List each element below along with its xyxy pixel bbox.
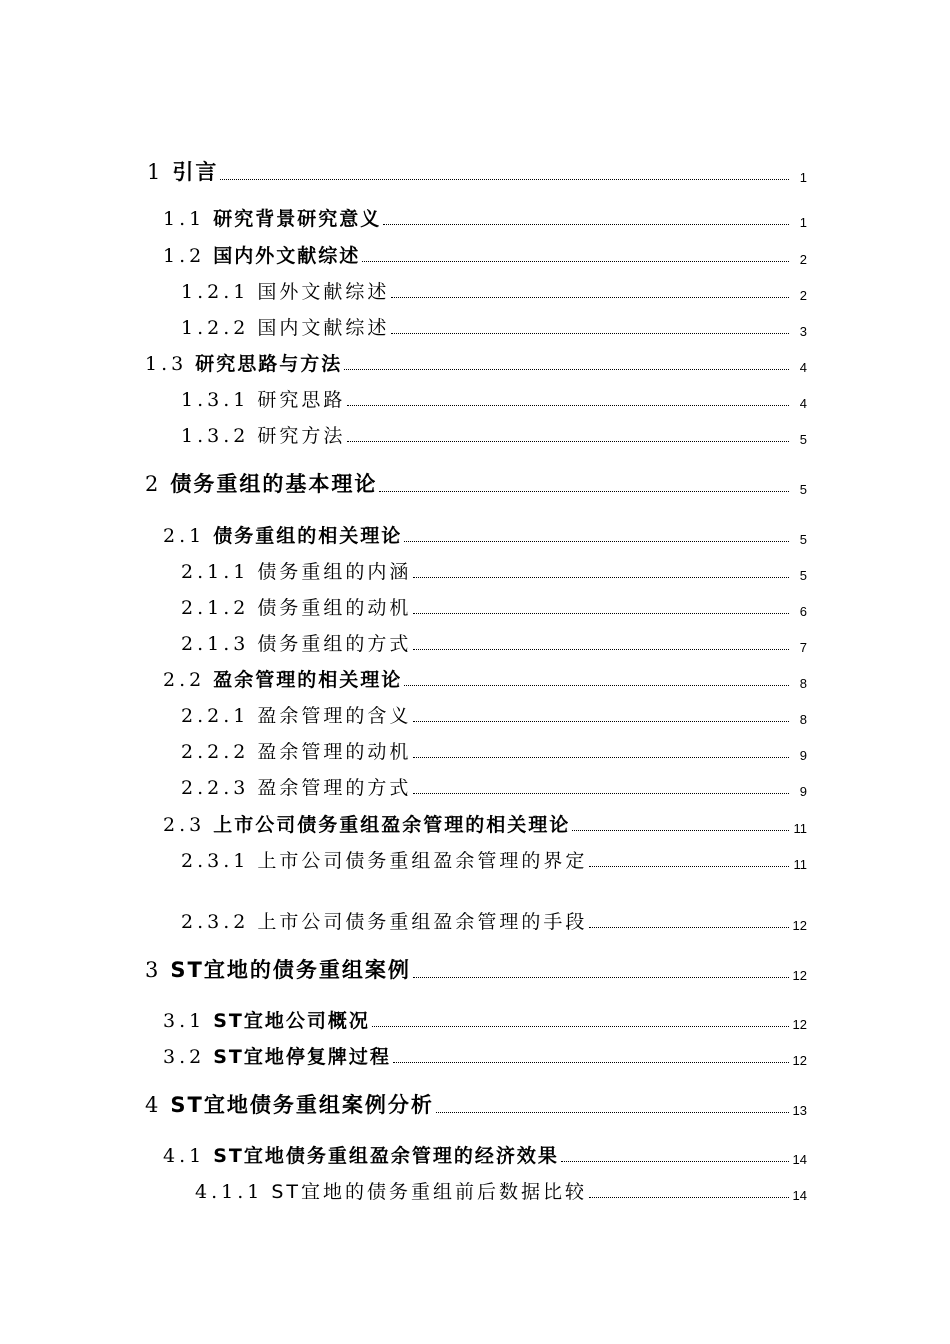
toc-entry-page-number: 11	[793, 821, 807, 836]
toc-entry[interactable]	[181, 700, 807, 728]
toc-entry-number: 2.2.1	[181, 705, 250, 727]
toc-entry-page-number: 9	[799, 748, 807, 763]
toc-entry-title: 国内外文献综述	[213, 245, 361, 267]
toc-entry[interactable]	[181, 736, 807, 764]
toc-entry-label	[163, 1042, 391, 1069]
toc-entry-label	[181, 313, 389, 340]
dot-leader	[347, 441, 789, 442]
toc-entry-label	[181, 773, 411, 800]
toc-entry-page-number: 14	[792, 1152, 807, 1167]
toc-entry-title: 债务重组的相关理论	[213, 525, 403, 547]
toc-entry-label	[163, 810, 570, 837]
toc-entry-page-number: 14	[792, 1188, 807, 1203]
toc-entry-label	[181, 846, 587, 873]
toc-entry-page-number: 12	[792, 968, 807, 983]
toc-entry-number: 3.1	[163, 1010, 206, 1032]
dot-leader	[413, 649, 789, 650]
toc-entry[interactable]	[181, 592, 807, 620]
toc-entry-page-number: 1	[799, 215, 807, 230]
dot-leader	[413, 577, 789, 578]
toc-entry-label	[147, 156, 218, 186]
toc-entry-number: 2.3	[163, 814, 206, 836]
toc-entry-page-number: 13	[792, 1103, 807, 1118]
toc-entry-title: 债务重组的动机	[257, 597, 412, 619]
toc-entry-number: 1.2.1	[181, 281, 250, 303]
toc-entry-number: 2.2.3	[181, 777, 250, 799]
toc-entry-title: 研究方法	[257, 425, 346, 447]
dot-leader	[404, 541, 789, 542]
toc-entry-number: 3.2	[163, 1046, 206, 1068]
toc-entry-label	[181, 629, 411, 656]
toc-entry[interactable]	[145, 1091, 807, 1119]
toc-entry-page-number: 12	[792, 1053, 807, 1068]
toc-entry-page-number: 7	[799, 640, 807, 655]
dot-leader	[383, 224, 789, 225]
toc-entry-page-number: 5	[799, 532, 807, 547]
toc-entry-title: 上市公司债务重组盈余管理的手段	[257, 911, 588, 933]
toc-entry-label	[145, 468, 377, 498]
toc-entry[interactable]	[181, 556, 807, 584]
toc-entry-title: 国外文献综述	[257, 281, 390, 303]
toc-entry-title: ST宜地停复牌过程	[213, 1046, 391, 1068]
toc-entry-page-number: 5	[799, 568, 807, 583]
toc-entry-title: 研究背景研究意义	[213, 208, 382, 230]
toc-entry-label	[181, 277, 389, 304]
toc-entry[interactable]	[163, 1041, 807, 1069]
toc-entry-number: 1	[147, 160, 165, 184]
toc-entry-label	[163, 1141, 559, 1168]
dot-leader	[572, 830, 789, 831]
toc-entry-number: 2	[145, 472, 163, 496]
toc-entry[interactable]	[163, 240, 807, 268]
dot-leader	[404, 685, 789, 686]
toc-entry-title: 盈余管理的含义	[257, 705, 412, 727]
toc-entry-number: 1.3.1	[181, 389, 250, 411]
toc-entry-label	[163, 665, 402, 692]
toc-entry-page-number: 4	[799, 396, 807, 411]
toc-entry[interactable]	[163, 809, 807, 837]
toc-entry-page-number: 1	[799, 170, 807, 185]
dot-leader	[220, 179, 789, 180]
toc-entry-label	[181, 737, 411, 764]
toc-entry-label	[181, 593, 411, 620]
toc-entry[interactable]	[181, 384, 807, 412]
toc-entry-number: 1.2.2	[181, 317, 250, 339]
toc-entry-number: 4.1	[163, 1145, 206, 1167]
toc-entry-label	[163, 521, 402, 548]
toc-entry-number: 2.3.1	[181, 850, 250, 872]
toc-entry-label	[181, 385, 345, 412]
toc-entry-title: ST宜地公司概况	[213, 1010, 370, 1032]
toc-entry-number: 2.2	[163, 669, 206, 691]
dot-leader	[561, 1161, 789, 1162]
dot-leader	[393, 1062, 789, 1063]
toc-entry-number: 2.1.2	[181, 597, 250, 619]
toc-entry-label	[181, 701, 411, 728]
toc-entry-page-number: 11	[793, 857, 807, 872]
toc-entry-title: 上市公司债务重组盈余管理的相关理论	[213, 814, 571, 836]
toc-entry[interactable]	[181, 420, 807, 448]
toc-entry[interactable]	[181, 845, 807, 873]
toc-entry-number: 2.3.2	[181, 911, 250, 933]
toc-entry[interactable]	[147, 158, 807, 186]
dot-leader	[589, 1197, 789, 1198]
toc-entry-number: 1.1	[163, 208, 206, 230]
toc-entry[interactable]	[181, 312, 807, 340]
dot-leader	[379, 491, 789, 492]
dot-leader	[589, 866, 789, 867]
dot-leader	[436, 1112, 789, 1113]
toc-entry-number: 2.2.2	[181, 741, 250, 763]
toc-entry-label	[163, 241, 360, 268]
toc-entry-number: 3	[145, 958, 163, 982]
toc-entry-label	[145, 349, 342, 376]
toc-entry-title: 上市公司债务重组盈余管理的界定	[257, 850, 588, 872]
toc-entry-title: 债务重组的内涵	[257, 561, 412, 583]
toc-entry[interactable]	[163, 1005, 807, 1033]
toc-entry-number: 1.3	[145, 353, 188, 375]
toc-entry-title: 债务重组的方式	[257, 633, 412, 655]
toc-entry-number: 1.3.2	[181, 425, 250, 447]
dot-leader	[589, 927, 789, 928]
toc-entry-page-number: 5	[799, 432, 807, 447]
toc-entry-label	[145, 1089, 434, 1119]
toc-entry-title: 盈余管理的方式	[257, 777, 412, 799]
toc-entry-title: ST宜地债务重组案例分析	[170, 1093, 434, 1117]
toc-entry[interactable]	[181, 276, 807, 304]
toc-entry-page-number: 2	[799, 288, 807, 303]
toc-entry-title: 盈余管理的相关理论	[213, 669, 403, 691]
toc-entry[interactable]	[181, 772, 807, 800]
toc-entry-label	[181, 557, 411, 584]
toc-entry-label	[181, 421, 345, 448]
dot-leader	[413, 977, 789, 978]
toc-entry-page-number: 12	[792, 918, 807, 933]
toc-entry-page-number: 5	[799, 482, 807, 497]
toc-entry-number: 4	[145, 1093, 163, 1117]
dot-leader	[391, 333, 789, 334]
toc-entry-title: 债务重组的基本理论	[170, 472, 378, 496]
toc-entry-title: 盈余管理的动机	[257, 741, 412, 763]
toc-entry-page-number: 8	[799, 676, 807, 691]
toc-entry-number: 4.1.1	[195, 1181, 264, 1203]
toc-entry[interactable]	[181, 906, 807, 934]
toc-entry-number: 2.1.3	[181, 633, 250, 655]
dot-leader	[413, 793, 789, 794]
toc-entry-title: ST宜地的债务重组案例	[170, 958, 411, 982]
dot-leader	[372, 1026, 789, 1027]
toc-entry-title: ST宜地债务重组盈余管理的经济效果	[213, 1145, 559, 1167]
toc-entry[interactable]	[163, 520, 807, 548]
toc-entry-page-number: 2	[799, 252, 807, 267]
dot-leader	[413, 721, 789, 722]
toc-entry-page-number: 9	[799, 784, 807, 799]
toc-entry[interactable]	[163, 203, 807, 231]
toc-entry-label	[181, 907, 587, 934]
toc-entry-label	[163, 1006, 370, 1033]
dot-leader	[413, 757, 789, 758]
toc-entry[interactable]	[195, 1176, 807, 1204]
toc-entry[interactable]	[145, 956, 807, 984]
toc-entry-label	[195, 1177, 587, 1204]
toc-entry-title: 研究思路	[257, 389, 346, 411]
toc-entry[interactable]	[145, 470, 807, 498]
toc-entry-title: 国内文献综述	[257, 317, 390, 339]
toc-entry-number: 2.1	[163, 525, 206, 547]
toc-entry-title: 研究思路与方法	[195, 353, 343, 375]
toc-entry-page-number: 3	[799, 324, 807, 339]
dot-leader	[413, 613, 789, 614]
toc-entry-number: 1.2	[163, 245, 206, 267]
toc-entry[interactable]	[163, 1140, 807, 1168]
toc-entry-page-number: 6	[799, 604, 807, 619]
dot-leader	[362, 261, 789, 262]
toc-entry-page-number: 12	[792, 1017, 807, 1032]
toc-entry-label	[163, 204, 381, 231]
toc-entry-title: ST宜地的债务重组前后数据比较	[271, 1181, 588, 1203]
dot-leader	[347, 405, 789, 406]
toc-entry-title: 引言	[172, 160, 219, 184]
toc-entry-label	[145, 954, 411, 984]
toc-entry-page-number: 8	[799, 712, 807, 727]
dot-leader	[344, 369, 789, 370]
toc-entry[interactable]	[163, 664, 807, 692]
toc-entry-number: 2.1.1	[181, 561, 250, 583]
toc-entry-page-number: 4	[799, 360, 807, 375]
toc-entry[interactable]	[181, 628, 807, 656]
toc-entry[interactable]	[145, 348, 807, 376]
dot-leader	[391, 297, 789, 298]
